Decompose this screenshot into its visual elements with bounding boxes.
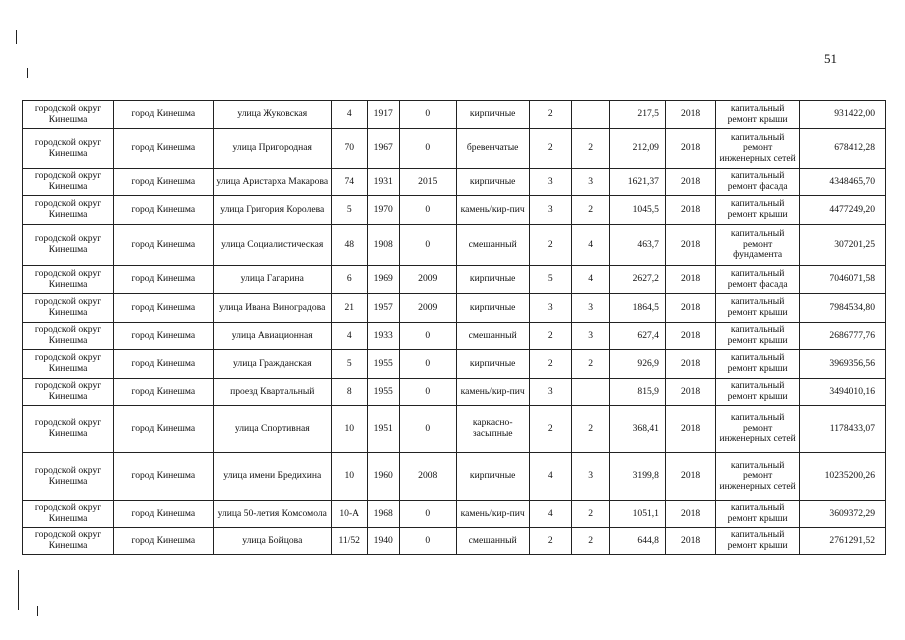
entrances-cell: 2 xyxy=(571,196,610,225)
plan-year-cell: 2018 xyxy=(665,501,715,528)
cost-cell: 10235200,26 xyxy=(800,453,886,501)
house-number-cell: 74 xyxy=(331,169,367,196)
entrances-cell: 3 xyxy=(571,453,610,501)
overhaul-year-cell: 0 xyxy=(399,501,456,528)
work-type-cell: капитальный ремонт фасада xyxy=(716,169,800,196)
house-number-cell: 10 xyxy=(331,406,367,453)
floors-cell: 4 xyxy=(529,501,571,528)
city-cell: город Кинешма xyxy=(114,129,213,169)
house-number-cell: 4 xyxy=(331,101,367,129)
plan-year-cell: 2018 xyxy=(665,169,715,196)
house-number-cell: 11/52 xyxy=(331,528,367,555)
cost-cell: 307201,25 xyxy=(800,225,886,266)
street-cell: улица имени Бредихина xyxy=(213,453,331,501)
street-cell: улица 50-летия Комсомола xyxy=(213,501,331,528)
street-cell: улица Спортивная xyxy=(213,406,331,453)
year-built-cell: 1960 xyxy=(367,453,399,501)
work-type-cell: капитальный ремонт фундамента xyxy=(716,225,800,266)
floors-cell: 2 xyxy=(529,101,571,129)
entrances-cell: 2 xyxy=(571,406,610,453)
district-cell: городской округ Кинешма xyxy=(23,528,114,555)
house-number-cell: 48 xyxy=(331,225,367,266)
cost-cell: 678412,28 xyxy=(800,129,886,169)
district-cell: городской округ Кинешма xyxy=(23,196,114,225)
year-built-cell: 1940 xyxy=(367,528,399,555)
wall-material-cell: кирпичные xyxy=(456,294,529,323)
city-cell: город Кинешма xyxy=(114,266,213,294)
street-cell: улица Гражданская xyxy=(213,350,331,379)
overhaul-year-cell: 0 xyxy=(399,101,456,129)
year-built-cell: 1969 xyxy=(367,266,399,294)
street-cell: улица Жуковская xyxy=(213,101,331,129)
city-cell: город Кинешма xyxy=(114,294,213,323)
entrances-cell: 2 xyxy=(571,129,610,169)
table-row xyxy=(23,323,886,350)
cost-cell: 2686777,76 xyxy=(800,323,886,350)
house-number-cell: 8 xyxy=(331,379,367,406)
work-type-cell: капитальный ремонт инженерных сетей xyxy=(716,406,800,453)
district-cell: городской округ Кинешма xyxy=(23,169,114,196)
floors-cell: 2 xyxy=(529,406,571,453)
work-type-cell: капитальный ремонт крыши xyxy=(716,101,800,129)
area-cell: 1864,5 xyxy=(610,294,666,323)
year-built-cell: 1955 xyxy=(367,350,399,379)
year-built-cell: 1957 xyxy=(367,294,399,323)
cost-cell: 1178433,07 xyxy=(800,406,886,453)
district-cell: городской округ Кинешма xyxy=(23,129,114,169)
cost-cell: 2761291,52 xyxy=(800,528,886,555)
floors-cell: 2 xyxy=(529,350,571,379)
table-row xyxy=(23,225,886,266)
table-row xyxy=(23,379,886,406)
plan-year-cell: 2018 xyxy=(665,294,715,323)
work-type-cell: капитальный ремонт фасада xyxy=(716,266,800,294)
table-row xyxy=(23,196,886,225)
entrances-cell: 2 xyxy=(571,350,610,379)
work-type-cell: капитальный ремонт крыши xyxy=(716,501,800,528)
floors-cell: 2 xyxy=(529,225,571,266)
plan-year-cell: 2018 xyxy=(665,323,715,350)
table-row xyxy=(23,528,886,555)
cost-cell: 3969356,56 xyxy=(800,350,886,379)
cost-cell: 931422,00 xyxy=(800,101,886,129)
area-cell: 368,41 xyxy=(610,406,666,453)
overhaul-year-cell: 2009 xyxy=(399,294,456,323)
work-type-cell: капитальный ремонт инженерных сетей xyxy=(716,129,800,169)
year-built-cell: 1917 xyxy=(367,101,399,129)
city-cell: город Кинешма xyxy=(114,501,213,528)
area-cell: 217,5 xyxy=(610,101,666,129)
street-cell: улица Аристарха Макарова xyxy=(213,169,331,196)
house-number-cell: 5 xyxy=(331,350,367,379)
wall-material-cell: камень/кир-пич xyxy=(456,501,529,528)
plan-year-cell: 2018 xyxy=(665,379,715,406)
district-cell: городской округ Кинешма xyxy=(23,323,114,350)
overhaul-year-cell: 0 xyxy=(399,379,456,406)
overhaul-year-cell: 0 xyxy=(399,323,456,350)
table-row xyxy=(23,101,886,129)
page-number: 51 xyxy=(824,51,837,66)
overhaul-year-cell: 0 xyxy=(399,225,456,266)
city-cell: город Кинешма xyxy=(114,196,213,225)
house-number-cell: 70 xyxy=(331,129,367,169)
scan-mark xyxy=(18,570,19,610)
floors-cell: 2 xyxy=(529,129,571,169)
wall-material-cell: каркасно-засыпные xyxy=(456,406,529,453)
street-cell: улица Авиационная xyxy=(213,323,331,350)
table-row xyxy=(23,294,886,323)
street-cell: улица Бойцова xyxy=(213,528,331,555)
plan-year-cell: 2018 xyxy=(665,350,715,379)
plan-year-cell: 2018 xyxy=(665,225,715,266)
floors-cell: 5 xyxy=(529,266,571,294)
plan-year-cell: 2018 xyxy=(665,266,715,294)
floors-cell: 2 xyxy=(529,323,571,350)
table-row xyxy=(23,501,886,528)
scan-mark xyxy=(27,68,28,78)
overhaul-year-cell: 0 xyxy=(399,406,456,453)
table-row xyxy=(23,129,886,169)
table-row xyxy=(23,350,886,379)
plan-year-cell: 2018 xyxy=(665,528,715,555)
floors-cell: 3 xyxy=(529,379,571,406)
wall-material-cell: кирпичные xyxy=(456,350,529,379)
cost-cell: 3494010,16 xyxy=(800,379,886,406)
overhaul-year-cell: 2009 xyxy=(399,266,456,294)
year-built-cell: 1955 xyxy=(367,379,399,406)
district-cell: городской округ Кинешма xyxy=(23,350,114,379)
overhaul-year-cell: 0 xyxy=(399,196,456,225)
area-cell: 463,7 xyxy=(610,225,666,266)
area-cell: 212,09 xyxy=(610,129,666,169)
city-cell: город Кинешма xyxy=(114,379,213,406)
entrances-cell: 3 xyxy=(571,169,610,196)
work-type-cell: капитальный ремонт инженерных сетей xyxy=(716,453,800,501)
district-cell: городской округ Кинешма xyxy=(23,379,114,406)
street-cell: улица Гагарина xyxy=(213,266,331,294)
work-type-cell: капитальный ремонт крыши xyxy=(716,196,800,225)
year-built-cell: 1968 xyxy=(367,501,399,528)
area-cell: 926,9 xyxy=(610,350,666,379)
area-cell: 1045,5 xyxy=(610,196,666,225)
house-number-cell: 4 xyxy=(331,323,367,350)
overhaul-year-cell: 0 xyxy=(399,528,456,555)
work-type-cell: капитальный ремонт крыши xyxy=(716,350,800,379)
city-cell: город Кинешма xyxy=(114,453,213,501)
entrances-cell xyxy=(571,101,610,129)
district-cell: городской округ Кинешма xyxy=(23,101,114,129)
city-cell: город Кинешма xyxy=(114,406,213,453)
area-cell: 1621,37 xyxy=(610,169,666,196)
plan-year-cell: 2018 xyxy=(665,196,715,225)
area-cell: 644,8 xyxy=(610,528,666,555)
house-number-cell: 6 xyxy=(331,266,367,294)
year-built-cell: 1933 xyxy=(367,323,399,350)
table-row xyxy=(23,406,886,453)
entrances-cell: 3 xyxy=(571,294,610,323)
scan-mark xyxy=(37,606,38,616)
house-number-cell: 5 xyxy=(331,196,367,225)
entrances-cell: 4 xyxy=(571,225,610,266)
city-cell: город Кинешма xyxy=(114,169,213,196)
house-number-cell: 10-А xyxy=(331,501,367,528)
entrances-cell: 3 xyxy=(571,323,610,350)
plan-year-cell: 2018 xyxy=(665,406,715,453)
entrances-cell xyxy=(571,379,610,406)
year-built-cell: 1951 xyxy=(367,406,399,453)
street-cell: улица Григория Королева xyxy=(213,196,331,225)
overhaul-year-cell: 0 xyxy=(399,350,456,379)
wall-material-cell: кирпичные xyxy=(456,101,529,129)
district-cell: городской округ Кинешма xyxy=(23,453,114,501)
year-built-cell: 1931 xyxy=(367,169,399,196)
district-cell: городской округ Кинешма xyxy=(23,266,114,294)
floors-cell: 2 xyxy=(529,528,571,555)
city-cell: город Кинешма xyxy=(114,225,213,266)
city-cell: город Кинешма xyxy=(114,101,213,129)
work-type-cell: капитальный ремонт крыши xyxy=(716,294,800,323)
year-built-cell: 1908 xyxy=(367,225,399,266)
floors-cell: 4 xyxy=(529,453,571,501)
floors-cell: 3 xyxy=(529,196,571,225)
year-built-cell: 1970 xyxy=(367,196,399,225)
plan-year-cell: 2018 xyxy=(665,101,715,129)
entrances-cell: 2 xyxy=(571,528,610,555)
housing-registry-table xyxy=(22,100,886,555)
overhaul-year-cell: 2008 xyxy=(399,453,456,501)
cost-cell: 4477249,20 xyxy=(800,196,886,225)
wall-material-cell: смешанный xyxy=(456,528,529,555)
area-cell: 2627,2 xyxy=(610,266,666,294)
district-cell: городской округ Кинешма xyxy=(23,501,114,528)
overhaul-year-cell: 0 xyxy=(399,129,456,169)
work-type-cell: капитальный ремонт крыши xyxy=(716,323,800,350)
wall-material-cell: бревенчатые xyxy=(456,129,529,169)
table-row xyxy=(23,453,886,501)
cost-cell: 7984534,80 xyxy=(800,294,886,323)
plan-year-cell: 2018 xyxy=(665,129,715,169)
street-cell: улица Социалистическая xyxy=(213,225,331,266)
entrances-cell: 4 xyxy=(571,266,610,294)
scan-mark xyxy=(16,30,17,44)
district-cell: городской округ Кинешма xyxy=(23,406,114,453)
street-cell: улица Ивана Виноградова xyxy=(213,294,331,323)
area-cell: 3199,8 xyxy=(610,453,666,501)
street-cell: проезд Квартальный xyxy=(213,379,331,406)
house-number-cell: 10 xyxy=(331,453,367,501)
wall-material-cell: кирпичные xyxy=(456,266,529,294)
wall-material-cell: смешанный xyxy=(456,225,529,266)
work-type-cell: капитальный ремонт крыши xyxy=(716,528,800,555)
area-cell: 815,9 xyxy=(610,379,666,406)
street-cell: улица Пригородная xyxy=(213,129,331,169)
floors-cell: 3 xyxy=(529,169,571,196)
city-cell: город Кинешма xyxy=(114,350,213,379)
house-number-cell: 21 xyxy=(331,294,367,323)
wall-material-cell: камень/кир-пич xyxy=(456,196,529,225)
district-cell: городской округ Кинешма xyxy=(23,294,114,323)
work-type-cell: капитальный ремонт крыши xyxy=(716,379,800,406)
floors-cell: 3 xyxy=(529,294,571,323)
city-cell: город Кинешма xyxy=(114,528,213,555)
cost-cell: 3609372,29 xyxy=(800,501,886,528)
table-row xyxy=(23,266,886,294)
plan-year-cell: 2018 xyxy=(665,453,715,501)
city-cell: город Кинешма xyxy=(114,323,213,350)
overhaul-year-cell: 2015 xyxy=(399,169,456,196)
wall-material-cell: кирпичные xyxy=(456,169,529,196)
area-cell: 627,4 xyxy=(610,323,666,350)
table-row xyxy=(23,169,886,196)
cost-cell: 4348465,70 xyxy=(800,169,886,196)
cost-cell: 7046071,58 xyxy=(800,266,886,294)
wall-material-cell: камень/кир-пич xyxy=(456,379,529,406)
district-cell: городской округ Кинешма xyxy=(23,225,114,266)
wall-material-cell: кирпичные xyxy=(456,453,529,501)
wall-material-cell: смешанный xyxy=(456,323,529,350)
year-built-cell: 1967 xyxy=(367,129,399,169)
table-body xyxy=(23,101,886,555)
entrances-cell: 2 xyxy=(571,501,610,528)
area-cell: 1051,1 xyxy=(610,501,666,528)
